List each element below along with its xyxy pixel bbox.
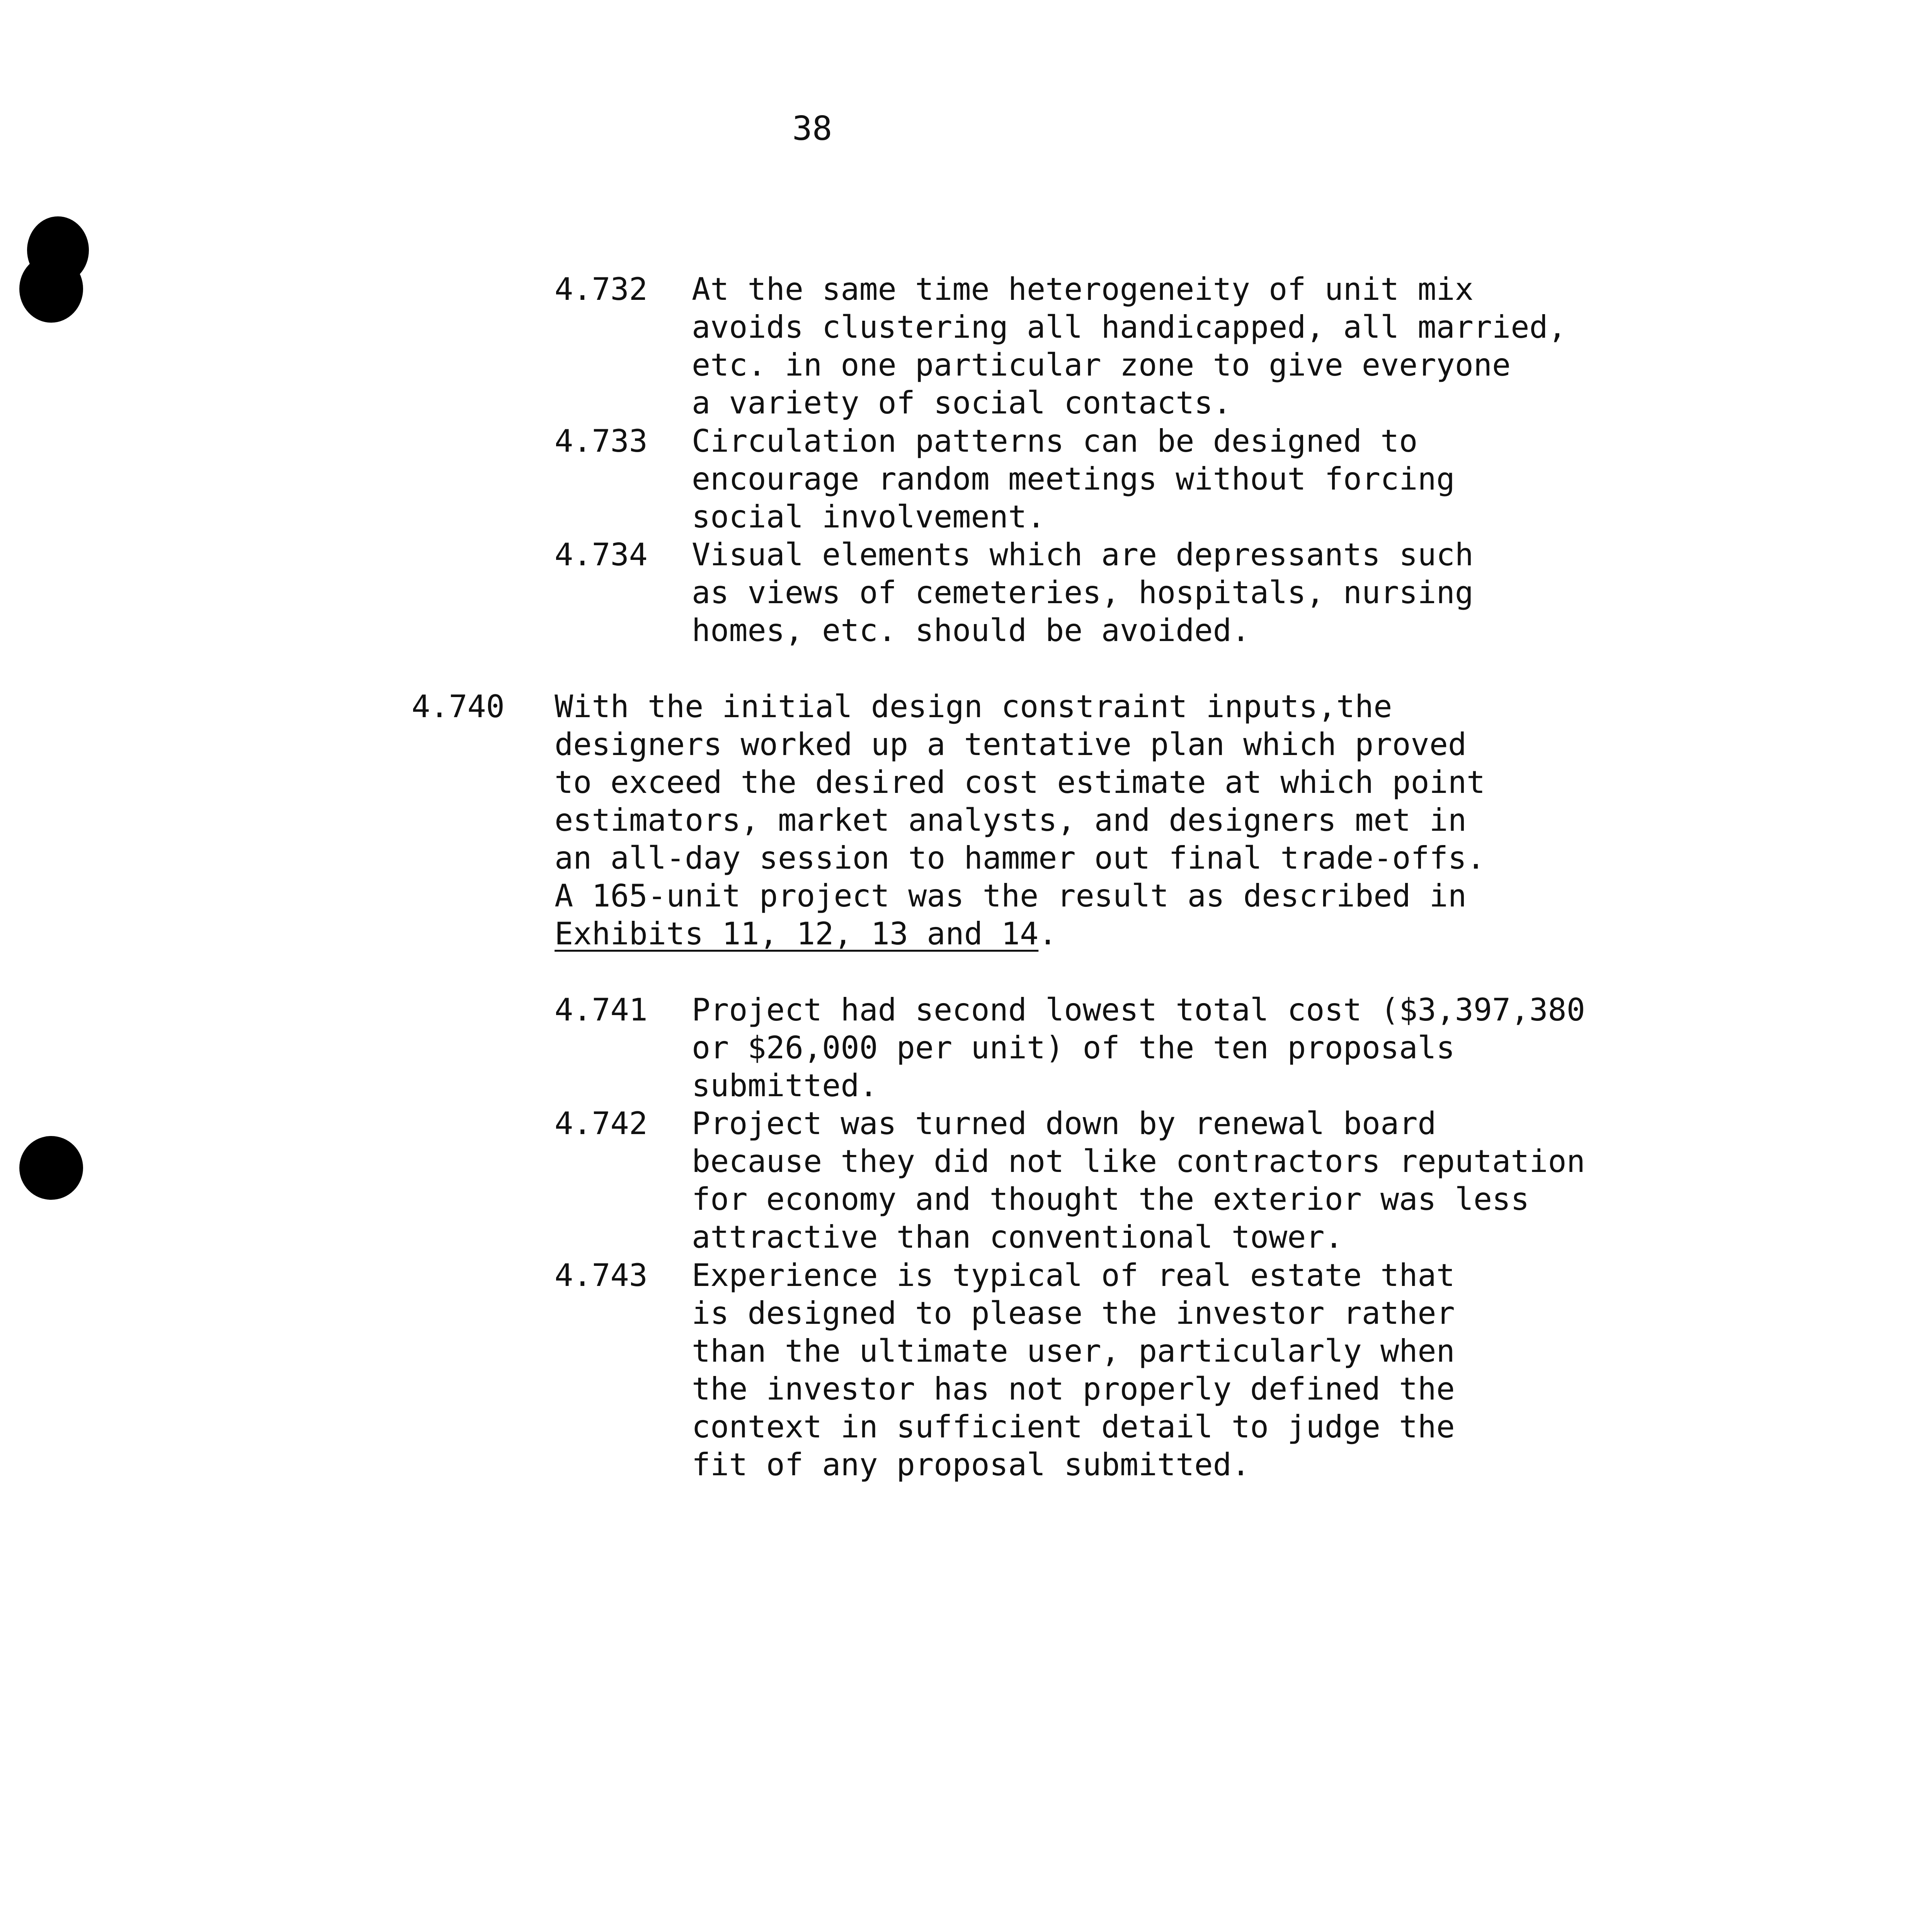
paragraph-number: 4.734 [555, 537, 648, 573]
punch-hole-top-lower [19, 255, 83, 323]
paragraph-text [692, 1257, 1455, 1484]
text-line: Experience is typical of real estate that [692, 1257, 1455, 1293]
text-line: Visual elements which are depressants such [692, 537, 1474, 573]
paragraph-text [692, 991, 1585, 1105]
text-line: the investor has not properly defined the [692, 1371, 1455, 1407]
paragraph-text [692, 270, 1567, 422]
text-line: than the ultimate user, particularly when [692, 1333, 1455, 1369]
paragraph-text [555, 688, 1485, 953]
text-line: context in sufficient detail to judge the [692, 1409, 1455, 1445]
paragraph-number: 4.741 [555, 992, 648, 1028]
line-suffix: . [1038, 916, 1057, 952]
paragraph-text [692, 422, 1455, 536]
text-line: avoids clustering all handicapped, all married, [692, 309, 1567, 345]
text-line: is designed to please the investor rather [692, 1295, 1455, 1331]
text-line: Project had second lowest total cost ($3,397,380 [692, 992, 1585, 1028]
text-line: submitted. [692, 1068, 878, 1104]
text-line: encourage random meetings without forcing [692, 461, 1455, 497]
paragraph-number: 4.740 [412, 689, 505, 724]
text-line: estimators, market analysts, and designers met in [555, 802, 1467, 838]
text-line: or $26,000 per unit) of the ten proposals [692, 1030, 1455, 1066]
text-line: designers worked up a tentative plan which proved [555, 726, 1467, 762]
text-line: an all-day session to hammer out final trade-offs. [555, 840, 1485, 876]
text-line: as views of cemeteries, hospitals, nursing [692, 575, 1474, 611]
text-line: attractive than conventional tower. [692, 1219, 1343, 1255]
text-line: a variety of social contacts. [692, 385, 1232, 421]
page-number: 38 [792, 109, 832, 148]
text-line: fit of any proposal submitted. [692, 1447, 1250, 1483]
text-line: A 165-unit project was the result as described in [555, 878, 1467, 914]
text-line: Project was turned down by renewal board [692, 1105, 1436, 1141]
text-line: Circulation patterns can be designed to [692, 423, 1418, 459]
text-line: for economy and thought the exterior was less [692, 1181, 1530, 1217]
punch-hole-middle [19, 1136, 83, 1200]
paragraph-number: 4.743 [555, 1257, 648, 1293]
paragraph-number: 4.733 [555, 423, 648, 459]
text-line: At the same time heterogeneity of unit mix [692, 271, 1474, 307]
paragraph-number: 4.742 [555, 1105, 648, 1141]
text-line: homes, etc. should be avoided. [692, 612, 1250, 648]
exhibits-reference: Exhibits 11, 12, 13 and 14 [555, 916, 1039, 952]
paragraph-number: 4.732 [555, 271, 648, 307]
text-line: to exceed the desired cost estimate at which point [555, 764, 1485, 800]
paragraph-text [692, 536, 1474, 650]
text-line: With the initial design constraint inputs,the [555, 689, 1392, 724]
text-line: etc. in one particular zone to give everyone [692, 347, 1511, 383]
text-line [555, 915, 1485, 953]
text-line: social involvement. [692, 499, 1046, 535]
paragraph-text [692, 1105, 1585, 1256]
text-line: because they did not like contractors reputation [692, 1143, 1585, 1179]
